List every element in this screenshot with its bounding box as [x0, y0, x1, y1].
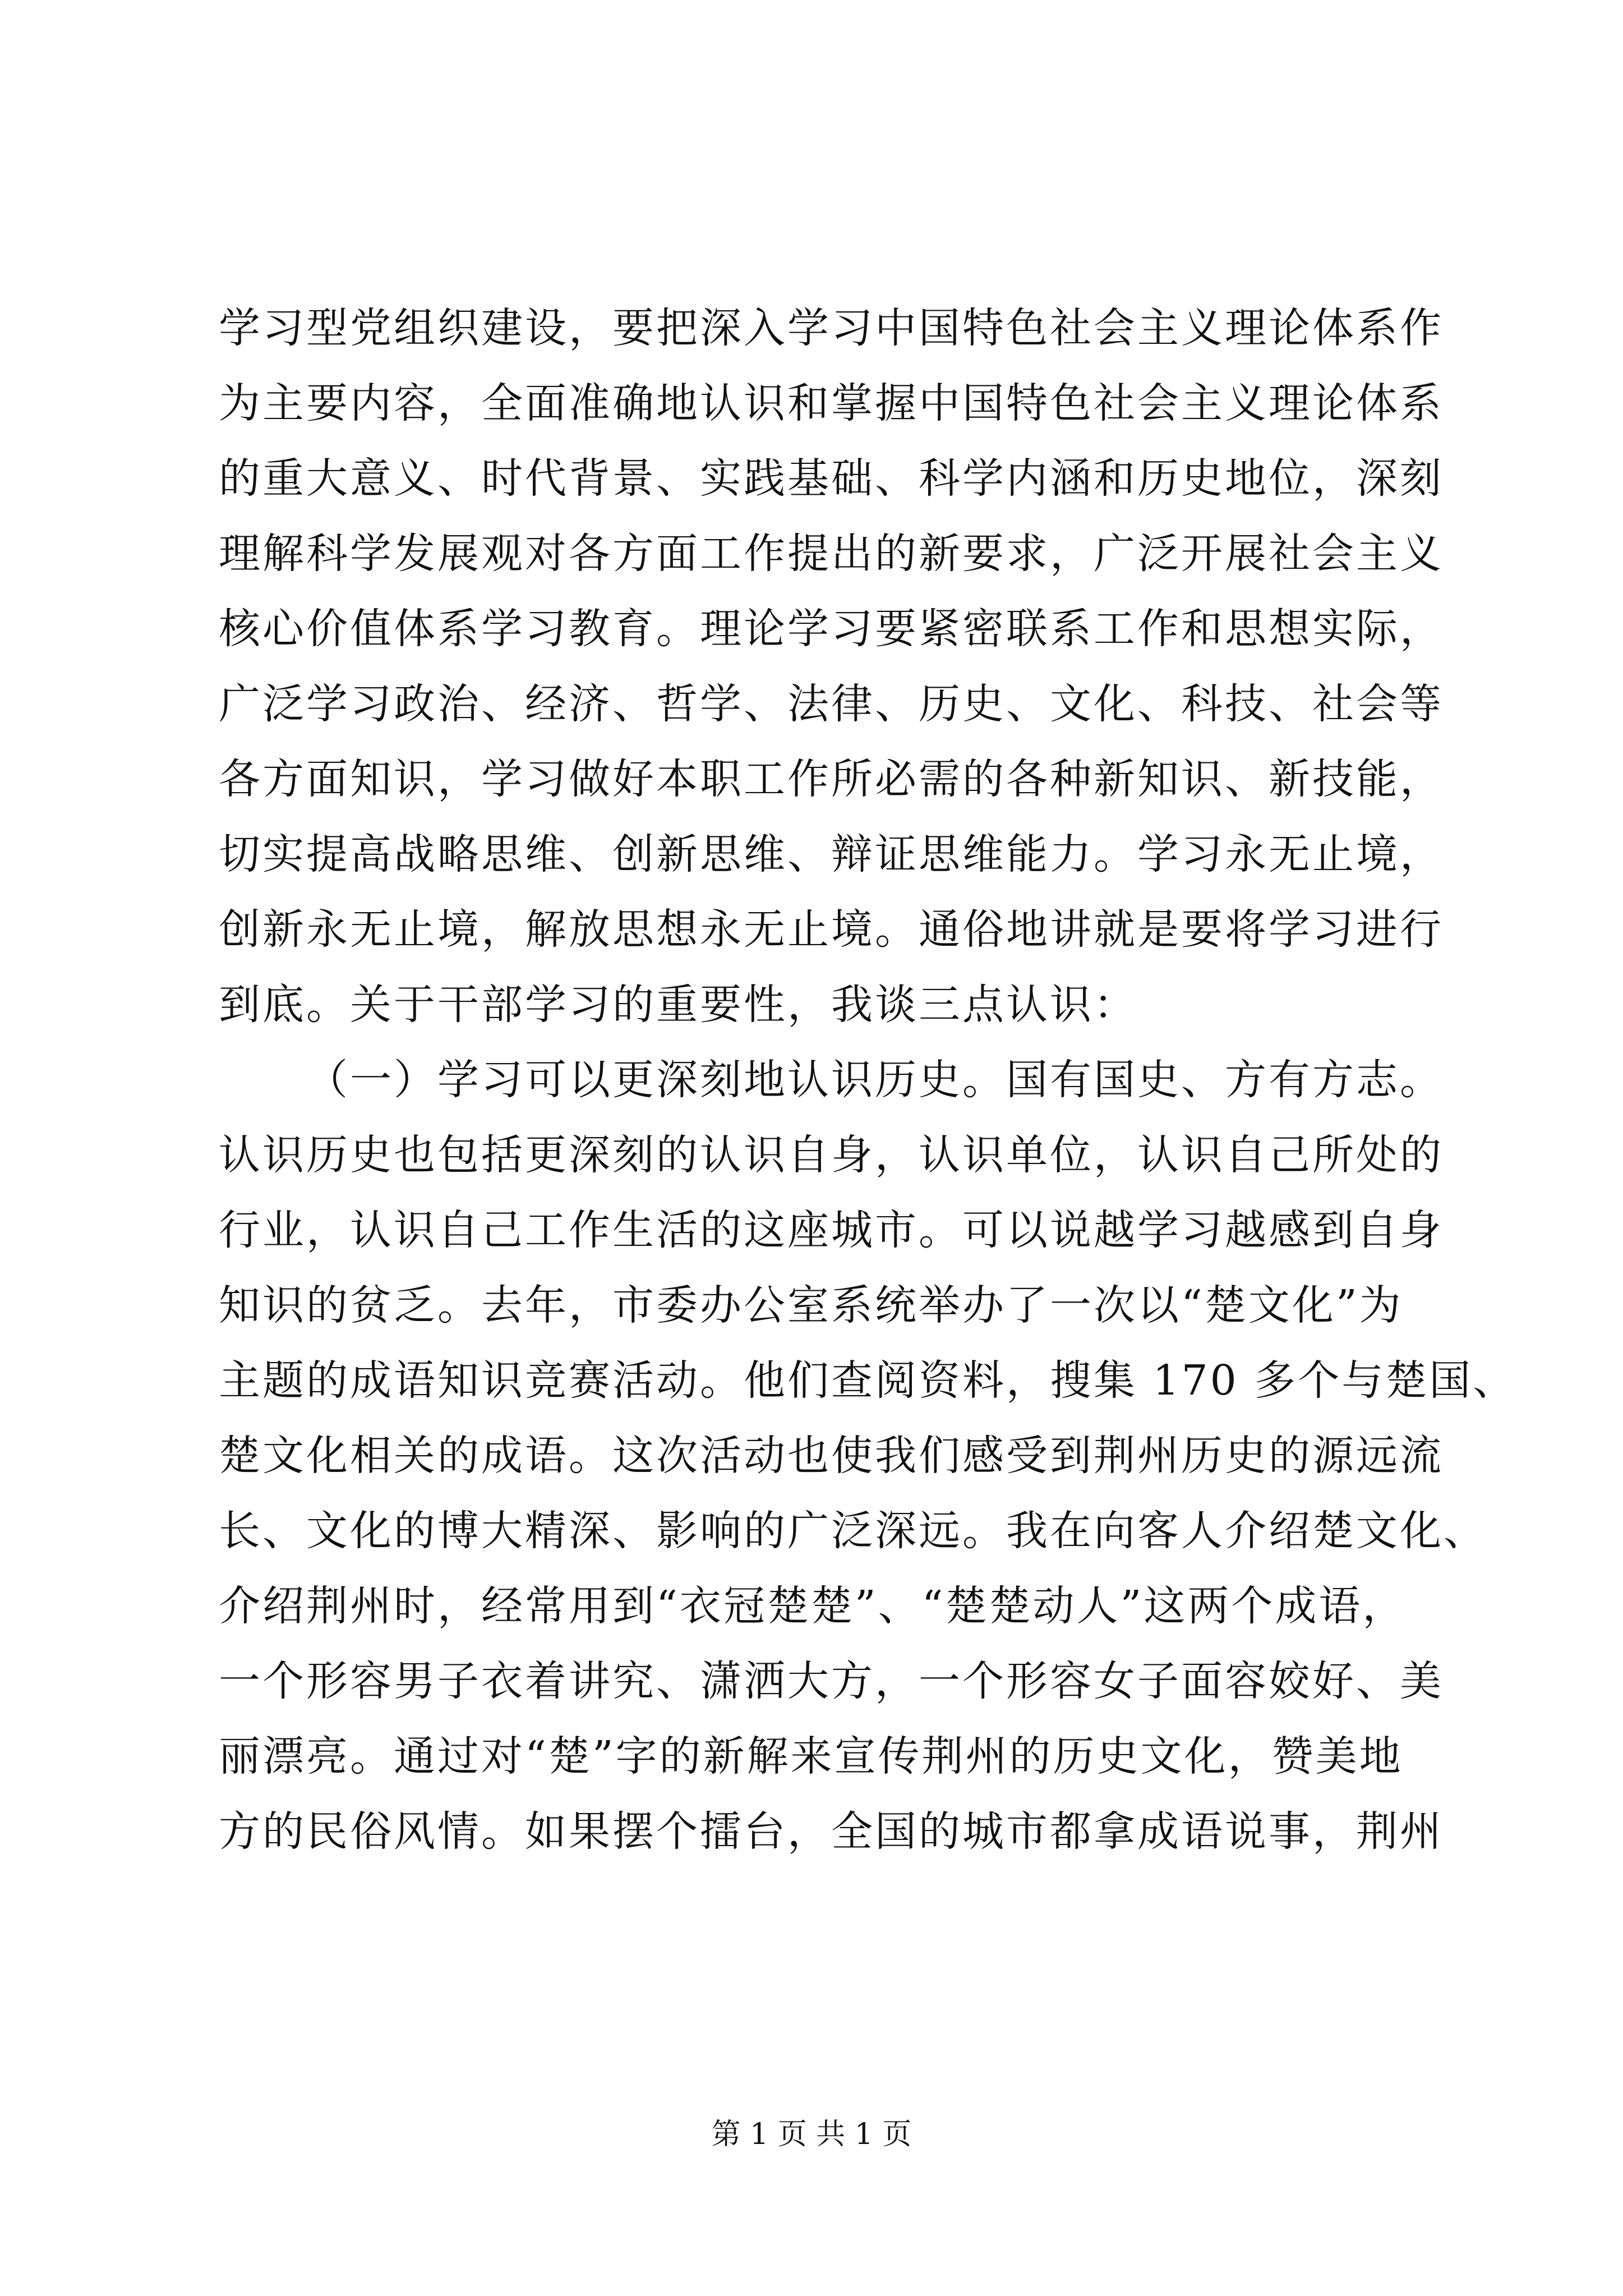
text-line: 创新永无止境，解放思想永无止境。通俗地讲就是要将学习进行 — [219, 905, 1444, 954]
text-line: 介绍荆州时，经常用到“衣冠楚楚”、“楚楚动人”这两个成语， — [219, 1582, 1407, 1630]
page-footer — [0, 2115, 1623, 2154]
text-line: 方的民俗风情。如果摆个擂台，全国的城市都拿成语说事，荆州 — [219, 1807, 1444, 1856]
text-line: 理解科学发展观对各方面工作提出的新要求，广泛开展社会主义 — [219, 530, 1444, 578]
page-number-label: 第 1 页 共 1 页 — [711, 2118, 912, 2151]
text-line: 主题的成语知识竞赛活动。他们查阅资料，搜集 170 多个与楚国、 — [219, 1356, 1517, 1405]
text-line: 的重大意义、时代背景、实践基础、科学内涵和历史地位，深刻 — [219, 454, 1444, 503]
text-line: 学习型党组织建设，要把深入学习中国特色社会主义理论体系作 — [219, 304, 1444, 352]
text-line: 丽漂亮。通过对“楚”字的新解来宣传荆州的历史文化，赞美地 — [219, 1732, 1403, 1780]
text-line: 认识历史也包括更深刻的认识自身，认识单位，认识自己所处的 — [219, 1131, 1444, 1179]
text-line: 为主要内容，全面准确地认识和掌握中国特色社会主义理论体系 — [219, 379, 1444, 427]
text-line: 到底。关于干部学习的重要性，我谈三点认识： — [219, 981, 1137, 1029]
text-line: 广泛学习政治、经济、哲学、法律、历史、文化、科技、社会等 — [219, 680, 1444, 728]
body-text — [219, 291, 1517, 1869]
text-line: 楚文化相关的成语。这次活动也使我们感受到荆州历史的源远流 — [219, 1432, 1444, 1480]
section-heading-line: （一）学习可以更深刻地认识历史。国有国史、方有方志。 — [306, 1056, 1444, 1104]
text-line: 一个形容男子衣着讲究、潇洒大方，一个形容女子面容姣好、美 — [219, 1657, 1444, 1705]
text-line: 行业，认识自己工作生活的这座城市。可以说越学习越感到自身 — [219, 1206, 1444, 1254]
text-line: 知识的贫乏。去年，市委办公室系统举办了一次以“楚文化”为 — [219, 1281, 1403, 1329]
text-line: 核心价值体系学习教育。理论学习要紧密联系工作和思想实际， — [219, 605, 1444, 653]
text-line: 长、文化的博大精深、影响的广泛深远。我在向客人介绍楚文化、 — [219, 1507, 1487, 1555]
text-line: 各方面知识，学习做好本职工作所必需的各种新知识、新技能， — [219, 755, 1444, 803]
text-line: 切实提高战略思维、创新思维、辩证思维能力。学习永无止境， — [219, 830, 1444, 878]
